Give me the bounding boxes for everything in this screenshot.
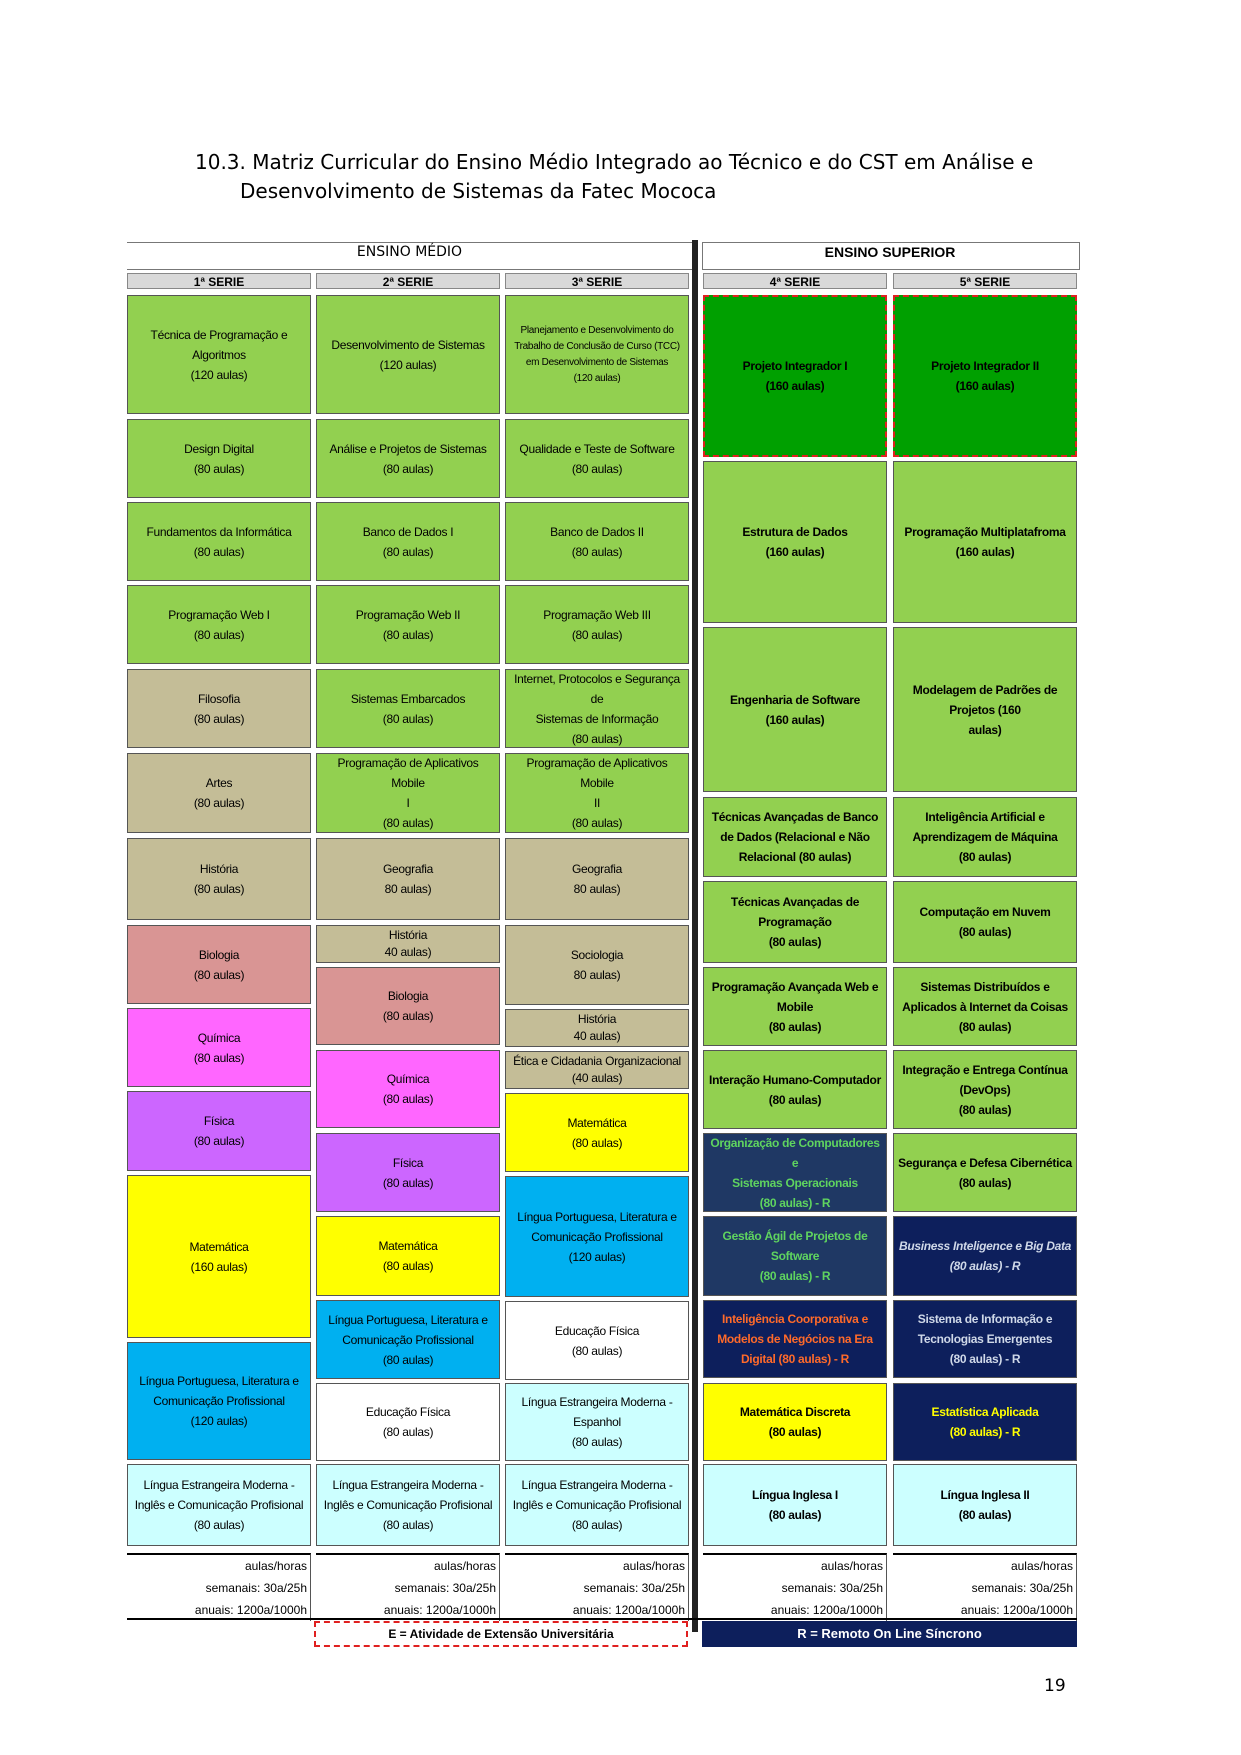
subject-cell: Língua Estrangeira Moderna - Inglês e Comunicação Profisional (80 aulas) xyxy=(127,1464,311,1546)
subject-cell: Sistemas Distribuídos e Aplicados à Internet da Coisas (80 aulas) xyxy=(893,967,1077,1046)
subject-cell: Língua Inglesa I (80 aulas) xyxy=(703,1464,887,1546)
subject-cell: Sociologia 80 aulas) xyxy=(505,925,689,1005)
subject-cell: Técnicas Avançadas de Programação (80 aulas) xyxy=(703,881,887,963)
subject-cell: Qualidade e Teste de Software (80 aulas) xyxy=(505,419,689,498)
subject-cell: Inteligência Artificial e Aprendizagem de Máquina (80 aulas) xyxy=(893,797,1077,877)
series-header-3: 3ª SERIE xyxy=(505,273,689,289)
subject-cell: Projeto Integrador II (160 aulas) xyxy=(893,295,1077,457)
subject-cell: Organização de Computadores e Sistemas Operacionais (80 aulas) - R xyxy=(703,1133,887,1212)
subject-cell: Artes (80 aulas) xyxy=(127,753,311,833)
subject-cell: Desenvolvimento de Sistemas (120 aulas) xyxy=(316,295,500,414)
subject-cell: Língua Estrangeira Moderna - Inglês e Comunicação Profisional (80 aulas) xyxy=(316,1464,500,1546)
subject-cell: História 40 aulas) xyxy=(505,1009,689,1047)
subject-cell: Técnica de Programação e Algoritmos (120 aulas) xyxy=(127,295,311,414)
subject-cell: Integração e Entrega Contínua (DevOps) (80 aulas) xyxy=(893,1050,1077,1129)
subject-cell: Programação Web II (80 aulas) xyxy=(316,585,500,664)
subject-cell: Educação Física (80 aulas) xyxy=(316,1383,500,1461)
subject-cell: Língua Inglesa II (80 aulas) xyxy=(893,1464,1077,1546)
subject-cell: Geografia 80 aulas) xyxy=(316,838,500,920)
subject-cell: Banco de Dados I (80 aulas) xyxy=(316,502,500,581)
subject-cell: Análise e Projetos de Sistemas (80 aulas) xyxy=(316,419,500,498)
heading-line-1: 10.3. Matriz Curricular do Ensino Médio Integrado ao Técnico e do CST em Análise e xyxy=(195,150,1034,174)
subject-cell: Gestão Ágil de Projetos de Software (80 aulas) - R xyxy=(703,1216,887,1296)
subject-cell: Programação Multiplatafroma (160 aulas) xyxy=(893,461,1077,623)
subject-cell: Design Digital (80 aulas) xyxy=(127,419,311,498)
subject-cell: Modelagem de Padrões de Projetos (160 aulas) xyxy=(893,627,1077,792)
subject-cell: Química (80 aulas) xyxy=(127,1008,311,1087)
subject-cell: Sistemas Embarcados (80 aulas) xyxy=(316,669,500,748)
subject-cell: Segurança e Defesa Cibernética (80 aulas) xyxy=(893,1133,1077,1212)
totals-cell: aulas/horas semanais: 30a/25h anuais: 1200a/1000h xyxy=(127,1553,311,1621)
subject-cell: Matemática (160 aulas) xyxy=(127,1175,311,1338)
subject-cell: História 40 aulas) xyxy=(316,925,500,963)
series-header-1: 1ª SERIE xyxy=(127,273,311,289)
subject-cell: História (80 aulas) xyxy=(127,838,311,920)
series-header-2: 2ª SERIE xyxy=(316,273,500,289)
subject-cell: Fundamentos da Informática (80 aulas) xyxy=(127,502,311,581)
subject-cell: Física (80 aulas) xyxy=(127,1091,311,1171)
subject-cell: Matemática (80 aulas) xyxy=(316,1216,500,1296)
subject-cell: Banco de Dados II (80 aulas) xyxy=(505,502,689,581)
subject-cell: Estrutura de Dados (160 aulas) xyxy=(703,461,887,623)
subject-cell: Língua Portuguesa, Literatura e Comunicação Profissional (120 aulas) xyxy=(127,1342,311,1460)
subject-cell: Educação Física (80 aulas) xyxy=(505,1301,689,1380)
subject-cell: Geografia 80 aulas) xyxy=(505,838,689,920)
subject-cell: Business Inteligence e Big Data (80 aulas) - R xyxy=(893,1216,1077,1296)
totals-cell: aulas/horas semanais: 30a/25h anuais: 1200a/1000h xyxy=(893,1553,1077,1621)
subject-cell: Programação de Aplicativos Mobile II (80 aulas) xyxy=(505,753,689,833)
page-number: 19 xyxy=(1044,1676,1066,1696)
extension-legend: E = Atividade de Extensão Universitária xyxy=(314,1621,688,1647)
ensino-medio-label: ENSINO MÉDIO xyxy=(356,244,463,260)
subject-cell: Sistema de Informação e Tecnologias Emergentes (80 aulas) - R xyxy=(893,1300,1077,1378)
subject-cell: Técnicas Avançadas de Banco de Dados (Relacional e Não Relacional (80 aulas) xyxy=(703,797,887,877)
subject-cell: Internet, Protocolos e Segurança de Sistemas de Informação (80 aulas) xyxy=(505,669,689,748)
subject-cell: Programação Web I (80 aulas) xyxy=(127,585,311,664)
section-heading xyxy=(195,148,1095,206)
subject-cell: Biologia (80 aulas) xyxy=(316,967,500,1045)
heading-line-2: Desenvolvimento de Sistemas da Fatec Mococa xyxy=(240,179,717,203)
totals-cell: aulas/horas semanais: 30a/25h anuais: 1200a/1000h xyxy=(505,1553,689,1621)
subject-cell: Matemática Discreta (80 aulas) xyxy=(703,1383,887,1461)
subject-cell: Computação em Nuvem (80 aulas) xyxy=(893,881,1077,963)
subject-cell: Filosofia (80 aulas) xyxy=(127,669,311,748)
remote-legend: R = Remoto On Line Síncrono xyxy=(702,1621,1077,1647)
subject-cell: Ética e Cidadania Organizacional (40 aulas) xyxy=(505,1051,689,1089)
subject-cell: Língua Portuguesa, Literatura e Comunicação Profissional (80 aulas) xyxy=(316,1300,500,1379)
subject-cell: Química (80 aulas) xyxy=(316,1050,500,1128)
subject-cell: Engenharia de Software (160 aulas) xyxy=(703,627,887,792)
subject-cell: Estatística Aplicada (80 aulas) - R xyxy=(893,1383,1077,1461)
subject-cell: Inteligência Coorporativa e Modelos de Negócios na Era Digital (80 aulas) - R xyxy=(703,1300,887,1378)
subject-cell: Língua Estrangeira Moderna - Espanhol (80 aulas) xyxy=(505,1383,689,1461)
subject-cell: Interação Humano-Computador (80 aulas) xyxy=(703,1050,887,1129)
subject-cell: Biologia (80 aulas) xyxy=(127,925,311,1004)
subject-cell: Projeto Integrador I (160 aulas) xyxy=(703,295,887,457)
subject-cell: Programação de Aplicativos Mobile I (80 aulas) xyxy=(316,753,500,833)
subject-cell: Matemática (80 aulas) xyxy=(505,1093,689,1172)
section-divider xyxy=(692,240,698,1632)
subject-cell: Física (80 aulas) xyxy=(316,1133,500,1212)
subject-cell: Planejamento e Desenvolvimento do Trabalho de Conclusão de Curso (TCC) em Desenvolvimento de Sistemas (120 aulas) xyxy=(505,295,689,414)
subject-cell: Língua Portuguesa, Literatura e Comunicação Profissional (120 aulas) xyxy=(505,1176,689,1297)
subject-cell: Programação Web III (80 aulas) xyxy=(505,585,689,664)
subject-cell: Língua Estrangeira Moderna - Inglês e Comunicação Profisional (80 aulas) xyxy=(505,1464,689,1546)
series-header-5: 5ª SERIE xyxy=(893,273,1077,289)
totals-cell: aulas/horas semanais: 30a/25h anuais: 1200a/1000h xyxy=(316,1553,500,1621)
totals-cell: aulas/horas semanais: 30a/25h anuais: 1200a/1000h xyxy=(703,1553,887,1621)
ensino-superior-label: ENSINO SUPERIOR xyxy=(824,244,956,260)
table-bottom-rule xyxy=(127,1618,1077,1620)
series-header-4: 4ª SERIE xyxy=(703,273,887,289)
subject-cell: Programação Avançada Web e Mobile (80 aulas) xyxy=(703,967,887,1046)
